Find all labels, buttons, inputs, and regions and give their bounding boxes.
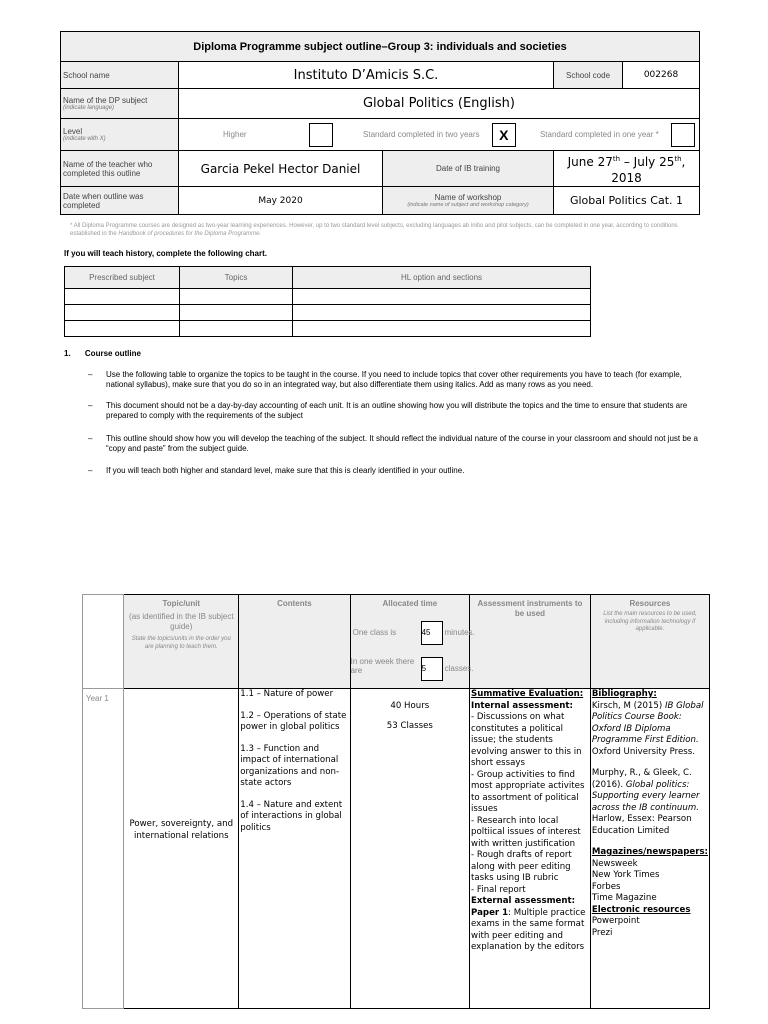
bibliography-entry: Murphy, R., & Gleek, C. (2016). Global politics: Supporting every learner across the IB continuum. Harlow, Essex: Pearson Education Limited	[591, 768, 700, 836]
paper1-item: Paper 1: Multiple practice exams in the same format with peer editing and explanation by the editors	[471, 907, 586, 952]
document-title: Diploma Programme subject outline–Group 3: individuals and societies	[61, 32, 700, 62]
history-table	[64, 266, 591, 337]
workshop-value: Global Politics Cat. 1	[554, 187, 700, 215]
classes-label: classes.	[444, 664, 474, 673]
level-std-two-label: Standard completed in two years	[363, 130, 480, 139]
col-topic-header: Topic/unit	[162, 599, 201, 608]
electronic-item: Powerpoint	[591, 916, 640, 926]
col-time-header: Allocated time	[382, 599, 438, 608]
assessment-item: - Group activities to find most appropriate activites to assortment of political issues	[471, 769, 585, 814]
list-item: – This outline should show how you will develop the teaching of the subject. It should reflect the individual nature of the course in your classroom and should not just be a “copy and paste” from the subject guide.	[88, 434, 698, 453]
col-topic-note: State the topics/units in the order you are planning to teach them.	[131, 636, 231, 650]
topic-unit: Power, sovereignty, and international relations	[129, 819, 234, 841]
col-resources-header: Resources	[629, 599, 671, 608]
col-topic-sub: (as identified in the IB subject guide)	[129, 612, 234, 631]
list-item: – If you will teach both higher and standard level, make sure that this is clearly identified in your outline.	[88, 466, 465, 475]
contents-item: 1.4 – Nature and extent of interactions in global politics	[240, 799, 343, 833]
table-row	[83, 689, 710, 1009]
bibliography-entry: Kirsch, M (2015) IB Global Politics Course Book: Oxford IB Diploma Programme First Edition. Oxford University Press.	[591, 700, 704, 757]
assessment-item: - Discussions on what constitutes a political issue; the students evolving answer to this in short essays	[471, 712, 582, 768]
history-intro: If you will teach history, complete the following chart.	[64, 249, 267, 258]
summative-heading: Summative Evaluation:	[471, 689, 584, 699]
school-name-label: School name	[61, 62, 179, 89]
history-col-topics: Topics	[180, 267, 293, 289]
level-higher-label: Higher	[223, 130, 247, 139]
date-completed-value: May 2020	[179, 187, 383, 215]
magazine-item: Time Magazine	[591, 893, 657, 903]
workshop-label: Name of workshop	[434, 193, 502, 202]
assessment-item: - Final report	[471, 884, 526, 895]
teacher-label: Name of the teacher who completed this outline	[61, 151, 179, 187]
col-resources-sub: List the main resources to be used, including information technology if applicable.	[603, 611, 697, 632]
teacher-value: Garcia Pekel Hector Daniel	[179, 151, 383, 187]
electronic-item: Prezi	[591, 927, 613, 938]
ib-training-label: Date of IB training	[383, 151, 554, 187]
table-row[interactable]	[65, 289, 591, 305]
workshop-sublabel: (indicate name of subject and workshop category)	[407, 202, 529, 208]
internal-heading: Internal assessment:	[471, 700, 573, 711]
magazines-heading: Magazines/newspapers:	[591, 847, 708, 857]
history-col-prescribed: Prescribed subject	[65, 267, 180, 289]
allocated-hours: 40 Hours	[390, 701, 430, 711]
subject-sublabel: (indicate language)	[63, 105, 115, 111]
footnote: * All Diploma Programme courses are designed as two-year learning experiences. However, up to two standard level subjects, excluding languages ab initio and pilot subjects, can be completed in one year, according to conditions established in the Handbook of procedures for the Diploma Programme.	[70, 223, 678, 237]
level-std-two-checkbox[interactable]: X	[492, 123, 516, 147]
course-outline-heading: 1. Course outline	[64, 349, 141, 358]
magazine-item: Newsweek	[591, 858, 638, 869]
level-label: Level	[63, 127, 83, 136]
year-label: Year 1	[83, 689, 124, 1009]
magazine-item: New York Times	[591, 870, 660, 880]
classes-input[interactable]: 5	[421, 657, 443, 681]
col-assessment-header: Assessment instruments to be used	[470, 595, 591, 689]
level-higher-checkbox[interactable]	[309, 123, 333, 147]
one-week-label: In one week there are	[350, 657, 415, 675]
magazine-item: Forbes	[591, 881, 621, 892]
one-class-label: One class is	[352, 628, 397, 637]
school-code-label: School code	[554, 62, 623, 89]
electronic-heading: Electronic resources	[591, 904, 691, 915]
table-row[interactable]	[65, 321, 591, 337]
level-std-one-label: Standard completed in one year *	[539, 130, 659, 139]
external-heading: External assessment:	[471, 896, 576, 906]
school-code-value: 002268	[623, 62, 700, 89]
contents-item: 1.1 – Nature of power	[240, 689, 334, 699]
assessment-item: - Rough drafts of report along with peer editing tasks using IB rubric	[471, 850, 572, 883]
subject-label: Name of the DP subject	[63, 96, 148, 105]
list-item: – Use the following table to organize the topics to be taught in the course. If you need to include topics that cover other requirements you have to teach (for example, national syllabus), make sure that you do so in an integrated way, but also differentiate them using italics. Add as many rows as you need.	[88, 370, 682, 389]
minutes-input[interactable]: 45	[421, 621, 443, 645]
course-outline-table	[82, 594, 710, 1009]
table-row[interactable]	[65, 305, 591, 321]
level-std-one-checkbox[interactable]	[671, 123, 695, 147]
col-contents-header: Contents	[239, 595, 350, 689]
allocated-classes: 53 Classes	[386, 720, 433, 731]
minutes-label: minutes.	[444, 628, 475, 637]
list-item: – This document should not be a day-by-day accounting of each unit. It is an outline showing how you will distribute the topics and the time to ensure that students are prepared to comply with the requirements of the subject	[88, 401, 688, 420]
subject-info-table	[60, 31, 700, 215]
level-sublabel: (indicate with X)	[63, 136, 106, 142]
bibliography-heading: Bibliography:	[591, 689, 657, 699]
subject-value: Global Politics (English)	[179, 89, 700, 119]
school-name-value: Instituto D’Amicis S.C.	[179, 62, 554, 89]
history-col-hl: HL option and sections	[293, 267, 591, 289]
assessment-item: - Research into local poltiical issues of interest with written justification	[471, 815, 581, 849]
date-completed-label: Date when outline was completed	[61, 187, 179, 215]
ib-training-value: June 27th – July 25th, 2018	[554, 151, 700, 187]
contents-item: 1.3 – Function and impact of international organizations and non-state actors	[240, 743, 340, 788]
contents-item: 1.2 – Operations of state power in global politics	[240, 710, 347, 732]
